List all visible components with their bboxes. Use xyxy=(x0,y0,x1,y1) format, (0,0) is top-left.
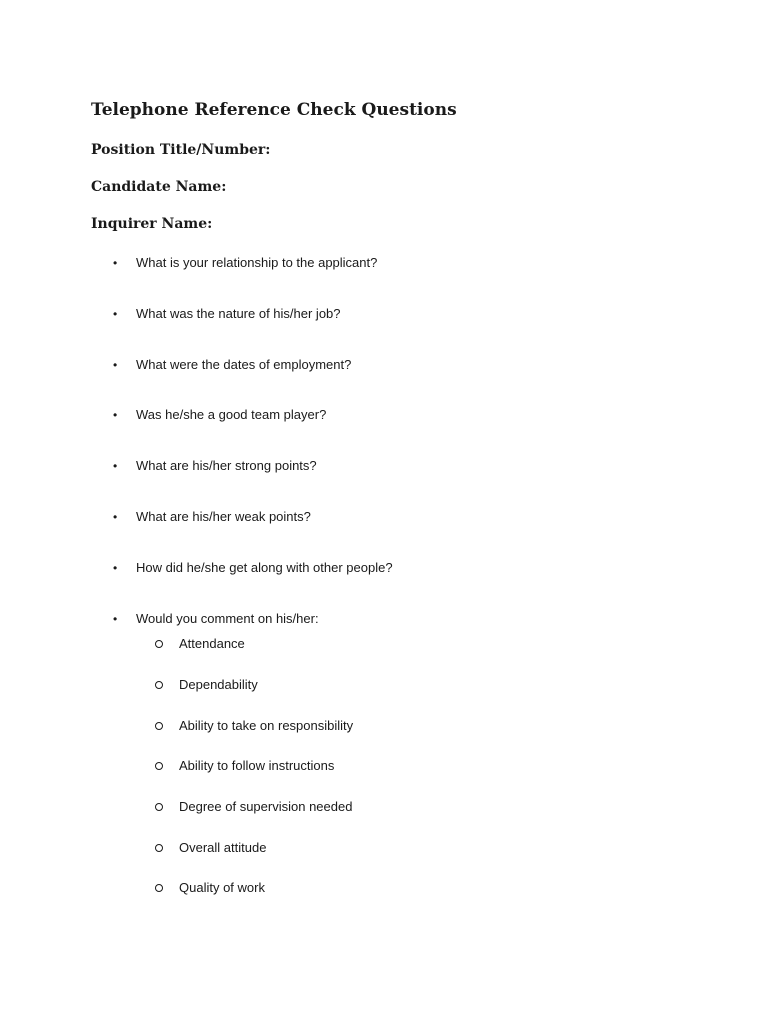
circle-bullet-icon xyxy=(155,681,163,689)
circle-bullet-icon xyxy=(155,884,163,892)
question-item xyxy=(110,560,393,575)
comment-item xyxy=(153,758,334,773)
document-title: Telephone Reference Check Questions xyxy=(91,100,457,120)
circle-bullet-icon xyxy=(155,640,163,648)
bullet-icon: • xyxy=(113,306,118,321)
comment-item-text: Ability to follow instructions xyxy=(179,758,335,773)
question-item xyxy=(110,255,377,270)
question-item xyxy=(110,357,351,372)
question-text: Would you comment on his/her: xyxy=(136,611,319,626)
circle-bullet-icon xyxy=(155,722,163,730)
comment-item xyxy=(153,677,258,692)
comment-item xyxy=(153,718,353,733)
position-title-field: Position Title/Number: xyxy=(91,142,271,158)
bullet-icon: • xyxy=(113,509,118,524)
question-text: How did he/she get along with other people? xyxy=(136,560,393,575)
candidate-name-field: Candidate Name: xyxy=(91,179,227,195)
question-item xyxy=(110,509,311,524)
question-text: What were the dates of employment? xyxy=(136,357,352,372)
bullet-icon: • xyxy=(113,255,118,270)
bullet-icon: • xyxy=(113,611,118,626)
inquirer-name-field: Inquirer Name: xyxy=(91,216,213,232)
question-item xyxy=(110,458,317,473)
question-text: What was the nature of his/her job? xyxy=(136,306,341,321)
comment-item-text: Degree of supervision needed xyxy=(179,799,353,814)
comment-item-text: Ability to take on responsibility xyxy=(179,718,354,733)
question-item xyxy=(110,407,326,422)
bullet-icon: • xyxy=(113,407,118,422)
comment-item-text: Dependability xyxy=(179,677,258,692)
comment-item xyxy=(153,636,245,651)
question-text: What is your relationship to the applicant? xyxy=(136,255,378,270)
comment-item-text: Overall attitude xyxy=(179,840,267,855)
comment-item xyxy=(153,840,266,855)
comment-item xyxy=(153,880,265,895)
comment-item-text: Quality of work xyxy=(179,880,265,895)
circle-bullet-icon xyxy=(155,844,163,852)
question-item xyxy=(110,306,341,321)
question-text: What are his/her strong points? xyxy=(136,458,317,473)
bullet-icon: • xyxy=(113,458,118,473)
question-text: Was he/she a good team player? xyxy=(136,407,327,422)
circle-bullet-icon xyxy=(155,803,163,811)
question-text: What are his/her weak points? xyxy=(136,509,311,524)
bullet-icon: • xyxy=(113,560,118,575)
question-item xyxy=(110,611,319,626)
comment-item xyxy=(153,799,352,814)
bullet-icon: • xyxy=(113,357,118,372)
circle-bullet-icon xyxy=(155,762,163,770)
comment-item-text: Attendance xyxy=(179,636,245,651)
